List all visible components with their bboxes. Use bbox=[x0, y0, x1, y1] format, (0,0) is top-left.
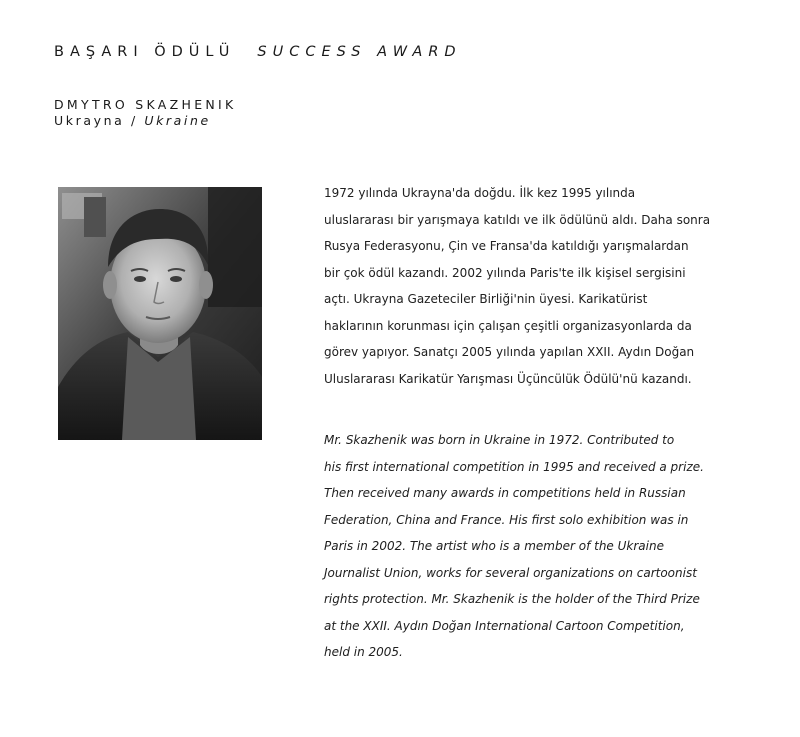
award-title-tr: BAŞARI ÖDÜLÜ bbox=[54, 44, 236, 60]
portrait-image bbox=[58, 187, 262, 440]
bio-en-line: Then received many awards in competitions held in Russian bbox=[324, 486, 686, 500]
bio-tr-line: görev yapıyor. Sanatçı 2005 yılında yapılan XXII. Aydın Doğan bbox=[324, 345, 695, 359]
artist-country bbox=[54, 113, 211, 128]
biography-english bbox=[324, 427, 714, 666]
bio-en-line: at the XXII. Aydın Doğan International Cartoon Competition, bbox=[324, 618, 685, 633]
artist-country-en: Ukraine bbox=[144, 113, 211, 128]
bio-en-line: Federation, China and France. His first solo exhibition was in bbox=[324, 512, 689, 527]
artist-portrait-photo bbox=[58, 187, 262, 440]
bio-tr-line: Uluslararası Karikatür Yarışması Üçüncülük Ödülü'nü kazandı. bbox=[324, 371, 692, 386]
bio-tr-line: uluslararası bir yarışmaya katıldı ve ilk ödülünü aldı. Daha sonra bbox=[324, 212, 711, 227]
bio-en-line: Paris in 2002. The artist who is a member of the Ukraine bbox=[324, 539, 664, 553]
bio-en-line: Journalist Union, works for several organizations on cartoonist bbox=[324, 565, 697, 580]
bio-tr-line: 1972 yılında Ukrayna'da doğdu. İlk kez 1995 yılında bbox=[324, 186, 636, 200]
bio-tr-line: bir çok ödül kazandı. 2002 yılında Paris'te ilk kişisel sergisini bbox=[324, 265, 686, 280]
biography-turkish bbox=[324, 180, 714, 392]
award-heading bbox=[54, 44, 462, 60]
award-title-en: SUCCESS AWARD bbox=[257, 44, 462, 60]
bio-en-line: his first international competition in 1995 and received a prize. bbox=[324, 459, 704, 474]
bio-en-line: held in 2005. bbox=[324, 645, 403, 659]
bio-en-line: rights protection. Mr. Skazhenik is the holder of the Third Prize bbox=[324, 592, 700, 606]
bio-tr-line: Rusya Federasyonu, Çin ve Fransa'da katıldığı yarışmalardan bbox=[324, 239, 689, 253]
artist-country-tr: Ukrayna / bbox=[54, 113, 138, 128]
bio-tr-line: haklarının korunması için çalışan çeşitli organizasyonlarda da bbox=[324, 318, 692, 333]
bio-tr-line: açtı. Ukrayna Gazeteciler Birliği'nin üyesi. Karikatürist bbox=[324, 292, 648, 306]
bio-en-line: Mr. Skazhenik was born in Ukraine in 1972. Contributed to bbox=[324, 433, 675, 447]
artist-name: DMYTRO SKAZHENIK bbox=[54, 97, 237, 112]
